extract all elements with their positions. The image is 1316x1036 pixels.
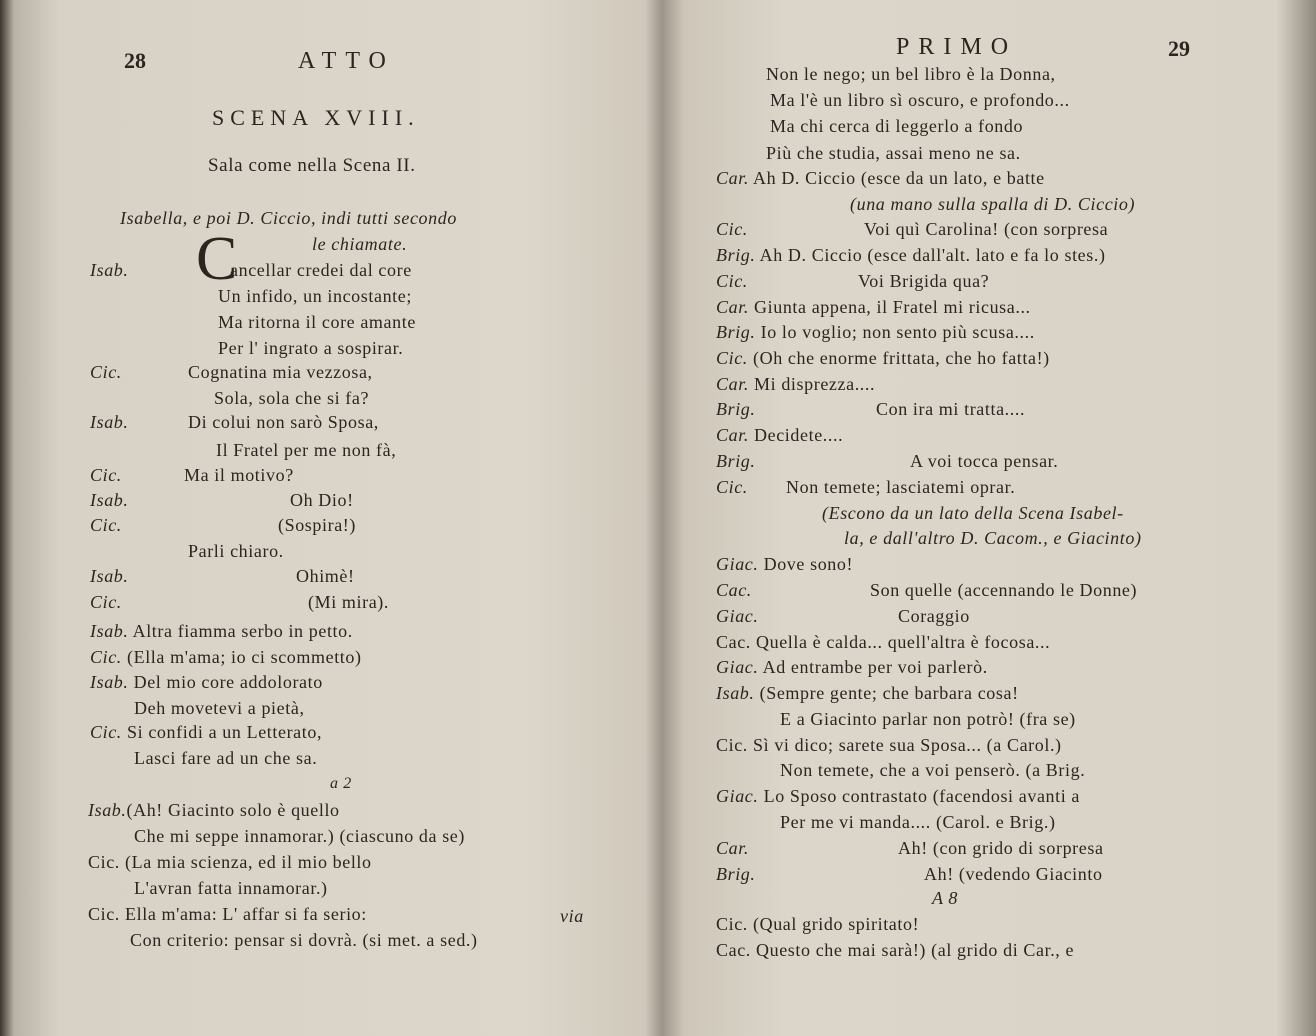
page-number: 28 [124, 48, 146, 73]
dialogue-line: Parli chiaro. [188, 541, 284, 561]
dialogue-line: Cic. (La mia scienza, ed il mio bello [88, 852, 372, 872]
dialogue-line: Cac. Questo che mai sarà!) (al grido di Car., e [716, 940, 1075, 960]
running-head: ATTO [298, 48, 395, 74]
dialogue-line: Cac. Quella è calda... quell'altra è focosa... [716, 632, 1051, 652]
dialogue-line: Ma ritorna il core amante [218, 312, 416, 332]
stage-direction: (una mano sulla spalla di D. Ciccio) [850, 194, 1136, 214]
stage-direction: (Escono da un lato della Scena Isabel- [822, 503, 1124, 523]
dialogue-line: Isab. Del mio core addolorato [90, 672, 323, 692]
dialogue-line: Car. Ah D. Ciccio (esce da un lato, e batte [716, 168, 1045, 188]
dialogue-line: Isab. Ohimè! [90, 566, 355, 586]
dialogue-line: Ma chi cerca di leggerlo a fondo [770, 116, 1024, 136]
dialogue-line: Giac. Coraggio [716, 606, 970, 626]
dialogue-line: Cic. Voi Brigida qua? [716, 271, 990, 291]
dialogue-line: Giac. Dove sono! [716, 554, 854, 574]
dialogue-line: Lasci fare ad un che sa. [134, 748, 318, 768]
dialogue-line: Che mi seppe innamorar.) (ciascuno da se) [134, 826, 465, 846]
dialogue-line: Più che studia, assai meno ne sa. [766, 143, 1021, 163]
dialogue-line: Cic. Si confidi a un Letterato, [90, 722, 323, 742]
dialogue-line: Con criterio: pensar si dovrà. (si met. a sed.) [130, 930, 478, 950]
dialogue-line: Car. Ah! (con grido di sorpresa [716, 838, 1104, 858]
dialogue-line: Isab. Oh Dio! [90, 490, 354, 510]
dialogue-line: E a Giacinto parlar non potrò! (fra se) [780, 709, 1076, 729]
dialogue-line: Non le nego; un bel libro è la Donna, [766, 64, 1056, 84]
dialogue-line: Cic. Ma il motivo? [90, 465, 294, 485]
dialogue-line: Car. Mi disprezza.... [716, 374, 876, 394]
dialogue-line: Cac. Son quelle (accennando le Donne) [716, 580, 1138, 600]
dialogue-line: Cic. Non temete; lasciatemi oprar. [716, 477, 1016, 497]
dialogue-line: Brig. Io lo voglio; non sento più scusa.... [716, 322, 1035, 342]
dialogue-line: Deh movetevi a pietà, [134, 698, 305, 718]
page-number: 29 [1168, 36, 1190, 61]
scene-title: SCENA XVIII. [212, 105, 420, 130]
dialogue-line: Giac. Lo Sposo contrastato (facendosi avanti a [716, 786, 1081, 806]
dialogue-line: Car. Giunta appena, il Fratel mi ricusa... [716, 297, 1031, 317]
stage-direction: Isabella, e poi D. Ciccio, indi tutti secondo [120, 208, 457, 228]
drop-cap: C [196, 225, 238, 293]
dialogue-line: Isab.(Ah! Giacinto solo è quello [88, 800, 340, 820]
dialogue-line: Cic. Sì vi dico; sarete sua Sposa... (a Carol.) [716, 735, 1062, 755]
dialogue-line: Isab. Altra fiamma serbo in petto. [90, 621, 353, 641]
dialogue-line: Ma l'è un libro sì oscuro, e profondo... [770, 90, 1070, 110]
dialogue-line: Cic. Voi quì Carolina! (con sorpresa [716, 219, 1109, 239]
dialogue-line: Isab. Di colui non sarò Sposa, [90, 412, 379, 432]
dialogue-line: Cic. (Mi mira). [90, 592, 389, 612]
setting-line: Sala come nella Scena II. [208, 155, 416, 176]
dialogue-line: Brig. Con ira mi tratta.... [716, 399, 1026, 419]
dialogue-line: Per me vi manda.... (Carol. e Brig.) [780, 812, 1056, 832]
stage-direction: le chiamate. [312, 234, 408, 254]
ensemble-mark: A 8 [932, 888, 958, 908]
dialogue-line: Cic. Ella m'ama: L' affar si fa serio: [88, 904, 367, 924]
dialogue-line: Brig. Ah D. Ciccio (esce dall'alt. lato e fa lo stes.) [716, 245, 1106, 265]
dialogue-line: Giac. Ad entrambe per voi parlerò. [716, 657, 988, 677]
dialogue-line: Car. Decidete.... [716, 425, 844, 445]
dialogue-line: Un infido, un incostante; [218, 286, 412, 306]
dialogue-line: Il Fratel per me non fà, [216, 440, 397, 460]
dialogue-line: Brig. Ah! (vedendo Giacinto [716, 864, 1103, 884]
dialogue-line: Sola, sola che si fa? [214, 388, 370, 408]
dialogue-line: Cic. (Qual grido spiritato! [716, 914, 920, 934]
dialogue-line: Isab. (Sempre gente; che barbara cosa! [716, 683, 1019, 703]
right-page [662, 0, 1316, 1036]
dialogue-line: Cic. (Sospira!) [90, 515, 356, 535]
dialogue-line: Brig. A voi tocca pensar. [716, 451, 1059, 471]
dialogue-line: via [560, 906, 584, 926]
dialogue-line: Per l' ingrato a sospirar. [218, 338, 404, 358]
stage-direction: la, e dall'altro D. Cacom., e Giacinto) [844, 528, 1142, 548]
dialogue-line: Cic. (Oh che enorme frittata, che ho fatta!) [716, 348, 1050, 368]
dialogue-line: Isab. ancellar credei dal core [90, 260, 412, 280]
dialogue-line: Cic. Cognatina mia vezzosa, [90, 362, 373, 382]
dialogue-line: Cic. (Ella m'ama; io ci scommetto) [90, 647, 362, 667]
ensemble-mark: a 2 [330, 775, 352, 792]
running-head: PRIMO [896, 34, 1018, 60]
dialogue-line: L'avran fatta innamorar.) [134, 878, 328, 898]
dialogue-line: Non temete, che a voi penserò. (a Brig. [780, 760, 1086, 780]
